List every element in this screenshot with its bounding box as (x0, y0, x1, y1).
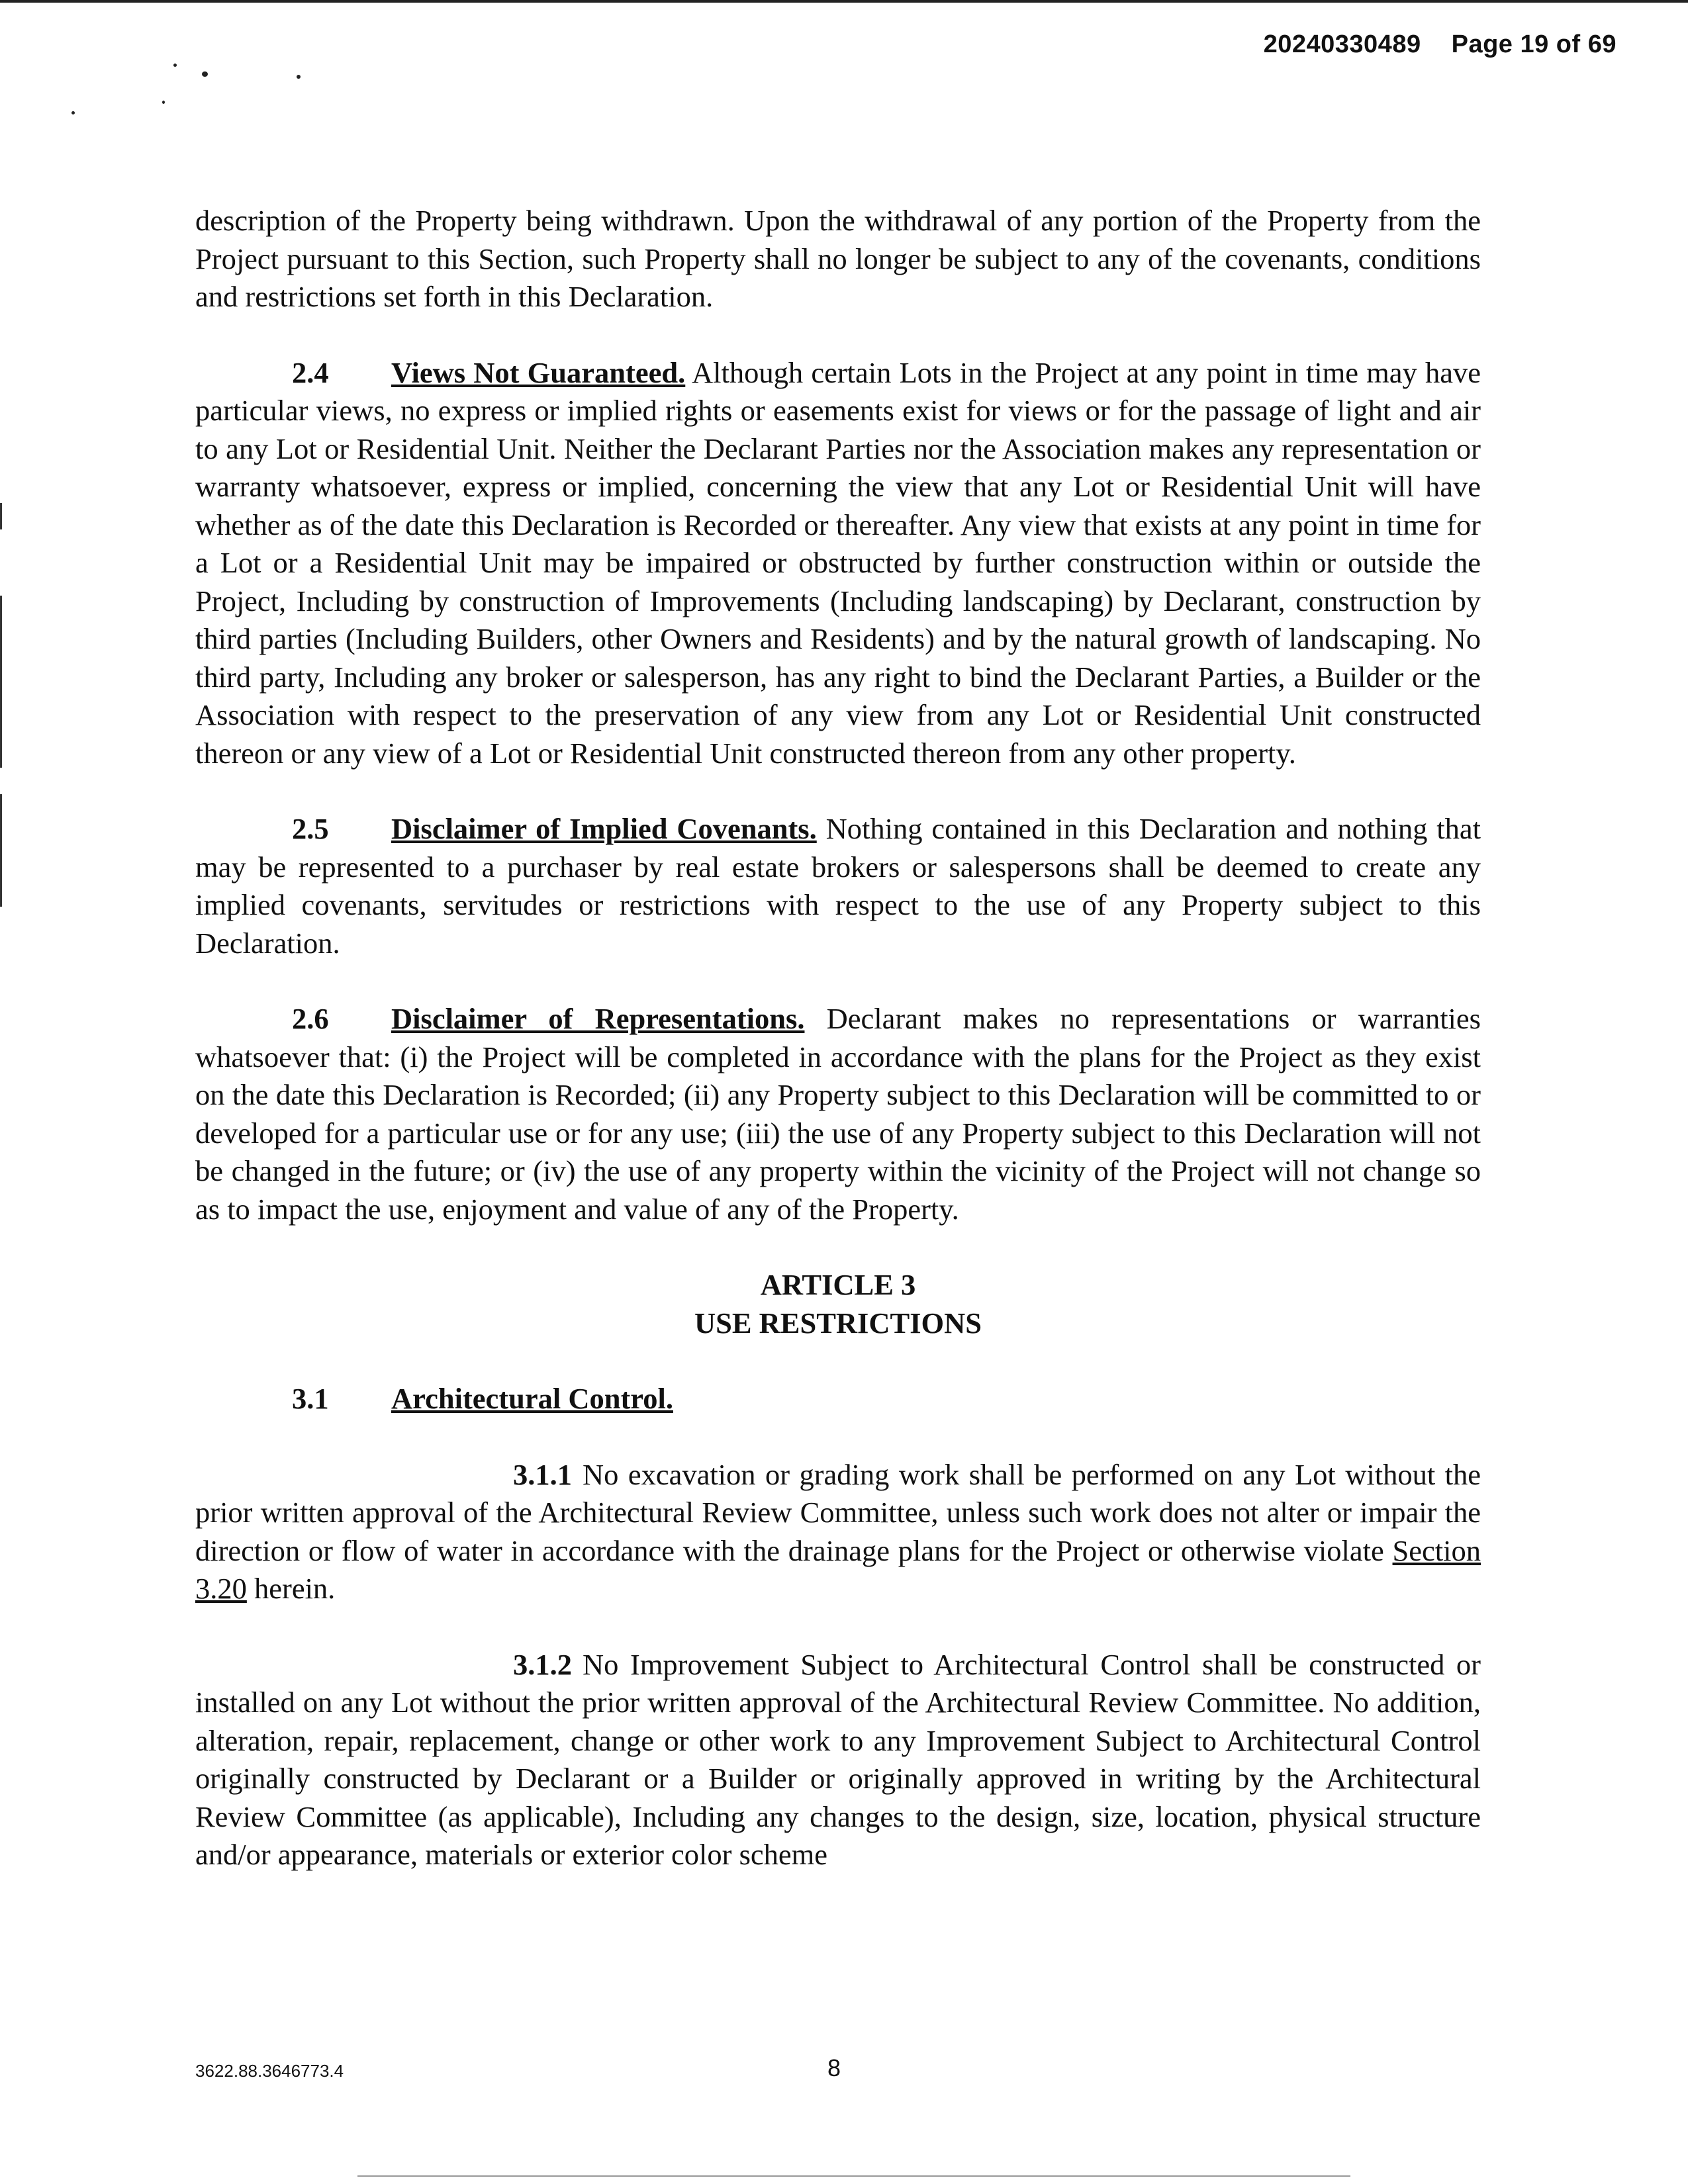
scan-margin-mark (0, 794, 2, 907)
bottom-scan-edge (357, 2175, 1350, 2177)
section-text: Although certain Lots in the Project at any point in time may have particular views, no express or implied rights or easements exist for views or for the passage of light and air to any Lot or Residential Unit. Neither the Declarant Parties nor the Association makes any representation or warranty whatsoever, express or implied, concerning the view that any Lot or Residential Unit will have whether as of the date this Declaration is Recorded or thereafter. Any view that exists at any point in time for a Lot or a Residential Unit may be impaired or obstructed by further construction within or outside the Project, Including by construction of Improvements (Including landscaping) by Declarant, construction by third parties (Including Builders, other Owners and Residents) and by the natural growth of landscaping. No third party, Including any broker or salesperson, has any right to bind the Declarant Parties, a Builder or the Association with respect to the preservation of any view from any Lot or Residential Unit constructed thereon or any view of a Lot or Residential Unit constructed thereon from any other property. (195, 355, 1481, 770)
scan-margin-mark (0, 596, 2, 768)
article-label: ARTICLE 3 (760, 1268, 916, 1301)
section-cross-reference: Section 3.20 (195, 1533, 1481, 1605)
article-heading (195, 1266, 1481, 1342)
top-scan-edge (0, 0, 1688, 3)
section-title: Architectural Control. (391, 1382, 673, 1415)
section-3-1-heading (195, 1380, 1481, 1418)
article-title: USE RESTRICTIONS (694, 1306, 982, 1340)
scan-margin-mark (0, 503, 2, 529)
scan-speck (71, 111, 75, 114)
footer-document-id: 3622.88.3646773.4 (195, 2061, 344, 2081)
section-text: Declarant makes no representations or warranties whatsoever that: (i) the Project will be completed in accordance with the plans for the Project as they exist on the date this Declaration is Recorded; (ii) any Property subject to this Declaration will be committed to or developed for a particular use or for any use; (iii) the use of any Property subject to this Declaration will not be changed in the future; or (iv) the use of any property within the vicinity of the Project will not change so as to impact the use, enjoyment and value of any of the Property. (195, 1002, 1481, 1226)
scan-speck (162, 101, 165, 104)
document-body (195, 202, 1481, 1912)
section-title: Disclaimer of Representations. (391, 1002, 805, 1035)
scan-speck (173, 64, 177, 67)
scan-speck (202, 71, 208, 77)
section-number: 3.1.2 (513, 1647, 572, 1681)
footer-page-number: 8 (827, 2054, 841, 2081)
section-2-5 (195, 810, 1481, 962)
section-2-6 (195, 1000, 1481, 1228)
section-text: Nothing contained in this Declaration and nothing that may be represented to a purchaser by real estate brokers or salespersons shall be deemed to create any implied covenants, servitudes or restrictions with respect to the use of any Property subject to this Declaration. (195, 812, 1481, 960)
section-number: 2.6 (292, 1002, 329, 1035)
section-number: 2.4 (292, 355, 329, 389)
page-label: Page 19 of 69 (1451, 30, 1617, 58)
section-number: 3.1 (292, 1382, 329, 1415)
section-title: Views Not Guaranteed. (391, 355, 686, 389)
section-3-1-1 (195, 1456, 1481, 1608)
section-text: No excavation or grading work shall be performed on any Lot without the prior written approval of the Architectural Review Committee, unless such work does not alter or impair the direction or flow of water in accordance with the drainage plans for the Project or otherwise violate (195, 1457, 1481, 1567)
section-number: 3.1.1 (513, 1457, 572, 1491)
scan-speck (297, 75, 301, 79)
section-text: No Improvement Subject to Architectural Control shall be constructed or installed on any Lot without the prior written approval of the Architectural Review Committee. No addition, alteration, repair, replacement, change or other work to any Improvement Subject to Architectural Control originally constructed by Declarant or a Builder or originally approved in writing by the Architectural Review Committee (as applicable), Including any changes to the design, size, location, physical structure and/or appearance, materials or exterior color scheme (195, 1647, 1481, 1871)
section-number: 2.5 (292, 812, 329, 845)
recording-number: 20240330489 (1263, 30, 1421, 58)
section-text-end: herein. (254, 1572, 336, 1605)
section-title: Disclaimer of Implied Covenants. (391, 812, 817, 845)
section-3-1-2 (195, 1646, 1481, 1874)
recording-header (1264, 30, 1617, 59)
continuation-paragraph: description of the Property being withdrawn. Upon the withdrawal of any portion of the Property from the Project pursuant to this Section, such Property shall no longer be subject to any of the covenants, conditions and restrictions set forth in this Declaration. (195, 204, 1481, 313)
section-2-4 (195, 354, 1481, 773)
